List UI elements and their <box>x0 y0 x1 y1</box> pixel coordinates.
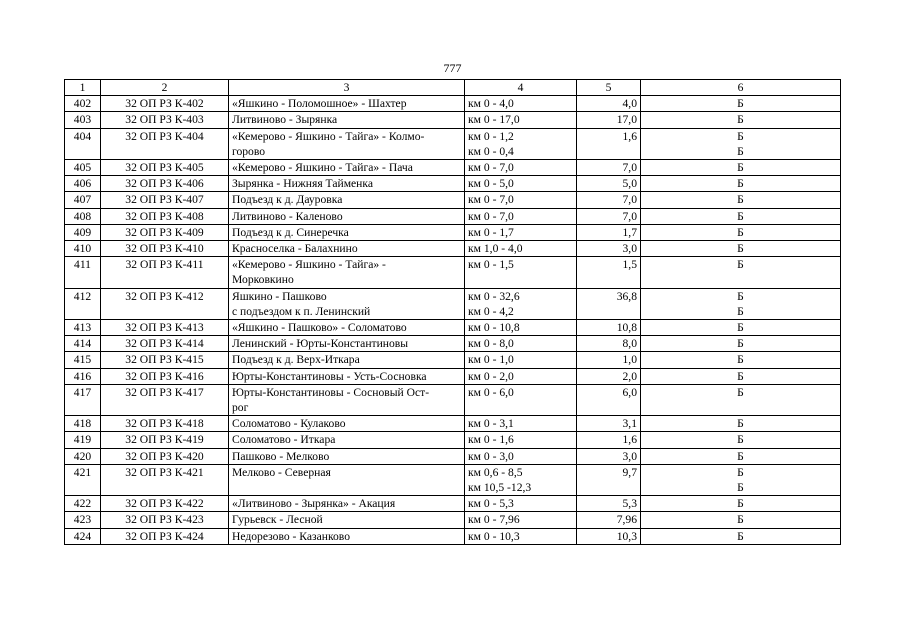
category-cell <box>641 128 841 159</box>
length-cell: 3,0 <box>577 241 641 257</box>
table-row <box>65 464 841 495</box>
road-name-line: с подъездом к п. Ленинский <box>232 304 371 318</box>
road-name-line: Морковкино <box>232 273 294 287</box>
road-name-cell <box>229 368 465 384</box>
road-name-cell <box>229 96 465 112</box>
row-number-cell: 411 <box>65 257 101 288</box>
row-number-cell: 421 <box>65 464 101 495</box>
category-line: Б <box>737 497 744 511</box>
length-cell: 10,8 <box>577 320 641 336</box>
table-row <box>65 288 841 319</box>
km-range-cell <box>465 128 577 159</box>
road-code-cell: 32 ОП РЗ К-412 <box>101 288 229 319</box>
road-code-cell: 32 ОП РЗ К-405 <box>101 160 229 176</box>
km-range-line: км 0 - 17,0 <box>468 113 520 127</box>
road-name-line: Подъезд к д. Дауровка <box>232 193 343 207</box>
category-cell <box>641 241 841 257</box>
road-code-cell: 32 ОП РЗ К-422 <box>101 496 229 512</box>
length-cell: 36,8 <box>577 288 641 319</box>
road-code-cell: 32 ОП РЗ К-410 <box>101 241 229 257</box>
road-name-line: Соломатово - Иткара <box>232 433 336 447</box>
km-range-line: км 0 - 0,4 <box>468 144 514 158</box>
category-line: Б <box>737 465 744 479</box>
row-number-cell: 410 <box>65 241 101 257</box>
road-code-cell: 32 ОП РЗ К-402 <box>101 96 229 112</box>
category-cell <box>641 384 841 415</box>
column-header: 6 <box>641 80 841 96</box>
table-row <box>65 352 841 368</box>
category-line: Б <box>737 225 744 239</box>
category-line: Б <box>737 209 744 223</box>
table-row <box>65 448 841 464</box>
row-number-cell: 419 <box>65 432 101 448</box>
km-range-cell <box>465 257 577 288</box>
road-code-cell: 32 ОП РЗ К-411 <box>101 257 229 288</box>
km-range-line: км 0 - 7,0 <box>468 193 514 207</box>
km-range-line: км 0 - 10,8 <box>468 321 520 335</box>
category-cell <box>641 496 841 512</box>
road-code-cell: 32 ОП РЗ К-404 <box>101 128 229 159</box>
km-range-line: км 0 - 1,2 <box>468 129 514 143</box>
roads-table <box>64 79 841 545</box>
row-number-cell: 418 <box>65 416 101 432</box>
km-range-cell <box>465 496 577 512</box>
road-name-cell <box>229 448 465 464</box>
km-range-line: км 1,0 - 4,0 <box>468 242 523 256</box>
length-cell: 1,6 <box>577 128 641 159</box>
road-name-line: «Яшкино - Поломошное» - Шахтер <box>232 97 407 111</box>
road-name-line: Пашково - Мелково <box>232 449 330 463</box>
road-name-cell <box>229 384 465 415</box>
category-cell <box>641 112 841 128</box>
km-range-cell <box>465 241 577 257</box>
table-row <box>65 176 841 192</box>
km-range-cell <box>465 352 577 368</box>
km-range-line: км 0 - 32,6 <box>468 289 520 303</box>
category-cell <box>641 176 841 192</box>
category-line: Б <box>737 242 744 256</box>
category-line: Б <box>737 289 744 303</box>
km-range-cell <box>465 432 577 448</box>
table-row <box>65 112 841 128</box>
category-cell <box>641 208 841 224</box>
road-code-cell: 32 ОП РЗ К-413 <box>101 320 229 336</box>
length-cell: 1,5 <box>577 257 641 288</box>
km-range-line: км 0,6 - 8,5 <box>468 465 523 479</box>
category-cell <box>641 368 841 384</box>
road-name-line: Литвиново - Зырянка <box>232 113 338 127</box>
road-name-line: «Кемерово - Яшкино - Тайга» - Пача <box>232 161 413 175</box>
category-line: Б <box>737 385 744 399</box>
category-line: Б <box>737 529 744 543</box>
table-row <box>65 432 841 448</box>
category-cell <box>641 96 841 112</box>
road-name-cell <box>229 512 465 528</box>
road-name-cell <box>229 416 465 432</box>
road-name-line: Подъезд к д. Синеречка <box>232 225 349 239</box>
row-number-cell: 404 <box>65 128 101 159</box>
category-line: Б <box>737 513 744 527</box>
table-row <box>65 528 841 544</box>
road-name-cell <box>229 496 465 512</box>
road-code-cell: 32 ОП РЗ К-418 <box>101 416 229 432</box>
category-cell <box>641 257 841 288</box>
row-number-cell: 424 <box>65 528 101 544</box>
road-name-cell <box>229 288 465 319</box>
table-row <box>65 257 841 288</box>
column-header: 2 <box>101 80 229 96</box>
road-code-cell: 32 ОП РЗ К-423 <box>101 512 229 528</box>
road-name-line: Литвиново - Каленово <box>232 209 343 223</box>
category-line: Б <box>737 113 744 127</box>
category-line: Б <box>737 258 744 272</box>
category-line: Б <box>737 193 744 207</box>
km-range-cell <box>465 416 577 432</box>
km-range-cell <box>465 368 577 384</box>
header-row <box>65 80 841 96</box>
category-line: Б <box>737 449 744 463</box>
road-name-line: Зырянка - Нижняя Тайменка <box>232 177 373 191</box>
category-cell <box>641 224 841 240</box>
length-cell: 8,0 <box>577 336 641 352</box>
category-cell <box>641 528 841 544</box>
category-cell <box>641 320 841 336</box>
category-line: Б <box>737 321 744 335</box>
km-range-cell <box>465 336 577 352</box>
km-range-cell <box>465 288 577 319</box>
row-number-cell: 406 <box>65 176 101 192</box>
category-line: Б <box>737 337 744 351</box>
road-code-cell: 32 ОП РЗ К-414 <box>101 336 229 352</box>
road-name-cell <box>229 160 465 176</box>
road-name-line: Гурьевск - Лесной <box>232 513 323 527</box>
table-row <box>65 208 841 224</box>
road-name-line: Юрты-Константиновы - Сосновый Ост- <box>232 385 430 399</box>
km-range-line: км 0 - 1,7 <box>468 225 514 239</box>
category-cell <box>641 352 841 368</box>
km-range-line: км 10,5 -12,3 <box>468 481 532 495</box>
km-range-line: км 0 - 4,2 <box>468 304 514 318</box>
table-row <box>65 512 841 528</box>
road-name-line: рог <box>232 401 249 415</box>
category-cell <box>641 416 841 432</box>
km-range-cell <box>465 192 577 208</box>
category-cell <box>641 448 841 464</box>
category-line: Б <box>737 129 744 143</box>
road-name-line: Подъезд к д. Верх-Иткара <box>232 353 360 367</box>
road-name-line: «Кемерово - Яшкино - Тайга» - <box>232 258 386 272</box>
length-cell: 9,7 <box>577 464 641 495</box>
length-cell: 1,6 <box>577 432 641 448</box>
km-range-cell <box>465 224 577 240</box>
road-code-cell: 32 ОП РЗ К-409 <box>101 224 229 240</box>
road-code-cell: 32 ОП РЗ К-419 <box>101 432 229 448</box>
km-range-cell <box>465 464 577 495</box>
road-code-cell: 32 ОП РЗ К-415 <box>101 352 229 368</box>
category-cell <box>641 160 841 176</box>
table-row <box>65 224 841 240</box>
length-cell: 5,0 <box>577 176 641 192</box>
category-line: Б <box>737 417 744 431</box>
road-name-line: Недорезово - Казанково <box>232 529 350 543</box>
table-row <box>65 192 841 208</box>
km-range-line: км 0 - 7,0 <box>468 161 514 175</box>
category-line: Б <box>737 97 744 111</box>
roads-table-body <box>65 96 841 545</box>
table-row <box>65 496 841 512</box>
category-cell <box>641 464 841 495</box>
km-range-cell <box>465 528 577 544</box>
road-name-cell <box>229 241 465 257</box>
km-range-line: км 0 - 3,0 <box>468 449 514 463</box>
category-line: Б <box>737 369 744 383</box>
km-range-line: км 0 - 1,6 <box>468 433 514 447</box>
length-cell: 6,0 <box>577 384 641 415</box>
road-name-cell <box>229 352 465 368</box>
km-range-cell <box>465 320 577 336</box>
km-range-line: км 0 - 7,0 <box>468 209 514 223</box>
length-cell: 1,7 <box>577 224 641 240</box>
road-code-cell: 32 ОП РЗ К-420 <box>101 448 229 464</box>
km-range-cell <box>465 112 577 128</box>
category-line: Б <box>737 177 744 191</box>
length-cell: 7,0 <box>577 208 641 224</box>
length-cell: 4,0 <box>577 96 641 112</box>
km-range-line: км 0 - 5,3 <box>468 497 514 511</box>
km-range-cell <box>465 512 577 528</box>
column-header: 5 <box>577 80 641 96</box>
category-cell <box>641 512 841 528</box>
road-code-cell: 32 ОП РЗ К-407 <box>101 192 229 208</box>
row-number-cell: 417 <box>65 384 101 415</box>
length-cell: 7,0 <box>577 192 641 208</box>
road-name-cell <box>229 464 465 495</box>
category-cell <box>641 432 841 448</box>
road-name-line: «Кемерово - Яшкино - Тайга» - Колмо- <box>232 129 425 143</box>
km-range-line: км 0 - 8,0 <box>468 337 514 351</box>
length-cell: 2,0 <box>577 368 641 384</box>
row-number-cell: 402 <box>65 96 101 112</box>
road-name-cell <box>229 257 465 288</box>
length-cell: 10,3 <box>577 528 641 544</box>
road-name-cell <box>229 432 465 448</box>
length-cell: 7,0 <box>577 160 641 176</box>
km-range-line: км 0 - 4,0 <box>468 97 514 111</box>
km-range-line: км 0 - 7,96 <box>468 513 520 527</box>
table-row <box>65 241 841 257</box>
row-number-cell: 409 <box>65 224 101 240</box>
road-name-cell <box>229 192 465 208</box>
road-name-line: Мелково - Северная <box>232 465 331 479</box>
road-name-cell <box>229 208 465 224</box>
km-range-line: км 0 - 1,5 <box>468 258 514 272</box>
km-range-cell <box>465 176 577 192</box>
km-range-line: км 0 - 2,0 <box>468 369 514 383</box>
road-name-cell <box>229 224 465 240</box>
km-range-line: км 0 - 5,0 <box>468 177 514 191</box>
road-code-cell: 32 ОП РЗ К-408 <box>101 208 229 224</box>
length-cell: 1,0 <box>577 352 641 368</box>
row-number-cell: 412 <box>65 288 101 319</box>
page-number: 777 <box>443 61 462 75</box>
road-name-cell <box>229 320 465 336</box>
table-row <box>65 336 841 352</box>
km-range-line: км 0 - 10,3 <box>468 529 520 543</box>
category-line: Б <box>737 161 744 175</box>
row-number-cell: 414 <box>65 336 101 352</box>
row-number-cell: 408 <box>65 208 101 224</box>
km-range-cell <box>465 96 577 112</box>
row-number-cell: 416 <box>65 368 101 384</box>
road-name-line: Красноселка - Балахнино <box>232 242 358 256</box>
table-row <box>65 160 841 176</box>
category-line: Б <box>737 481 744 495</box>
road-code-cell: 32 ОП РЗ К-417 <box>101 384 229 415</box>
road-code-cell: 32 ОП РЗ К-406 <box>101 176 229 192</box>
table-row <box>65 128 841 159</box>
km-range-line: км 0 - 1,0 <box>468 353 514 367</box>
km-range-cell <box>465 160 577 176</box>
length-cell: 3,0 <box>577 448 641 464</box>
category-cell <box>641 192 841 208</box>
category-line: Б <box>737 353 744 367</box>
row-number-cell: 413 <box>65 320 101 336</box>
road-name-line: «Литвиново - Зырянка» - Акация <box>232 497 396 511</box>
km-range-cell <box>465 384 577 415</box>
length-cell: 5,3 <box>577 496 641 512</box>
road-name-cell <box>229 176 465 192</box>
km-range-cell <box>465 208 577 224</box>
row-number-cell: 420 <box>65 448 101 464</box>
length-cell: 3,1 <box>577 416 641 432</box>
road-name-line: Юрты-Константиновы - Усть-Сосновка <box>232 369 427 383</box>
row-number-cell: 423 <box>65 512 101 528</box>
road-name-line: горово <box>232 144 266 158</box>
category-line: Б <box>737 144 744 158</box>
road-code-cell: 32 ОП РЗ К-421 <box>101 464 229 495</box>
road-name-cell <box>229 528 465 544</box>
row-number-cell: 403 <box>65 112 101 128</box>
length-cell: 17,0 <box>577 112 641 128</box>
road-name-line: Яшкино - Пашково <box>232 289 327 303</box>
road-name-line: Соломатово - Кулаково <box>232 417 346 431</box>
row-number-cell: 407 <box>65 192 101 208</box>
table-row <box>65 320 841 336</box>
road-code-cell: 32 ОП РЗ К-424 <box>101 528 229 544</box>
road-name-line: Ленинский - Юрты-Константиновы <box>232 337 409 351</box>
row-number-cell: 422 <box>65 496 101 512</box>
length-cell: 7,96 <box>577 512 641 528</box>
road-code-cell: 32 ОП РЗ К-416 <box>101 368 229 384</box>
km-range-line: км 0 - 6,0 <box>468 385 514 399</box>
km-range-cell <box>465 448 577 464</box>
road-code-cell: 32 ОП РЗ К-403 <box>101 112 229 128</box>
table-row <box>65 384 841 415</box>
row-number-cell: 405 <box>65 160 101 176</box>
category-line: Б <box>737 433 744 447</box>
road-name-cell <box>229 128 465 159</box>
km-range-line: км 0 - 3,1 <box>468 417 514 431</box>
road-name-line: «Яшкино - Пашково» - Соломатово <box>232 321 407 335</box>
column-header: 4 <box>465 80 577 96</box>
column-header: 3 <box>229 80 465 96</box>
table-row <box>65 368 841 384</box>
road-name-cell <box>229 336 465 352</box>
row-number-cell: 415 <box>65 352 101 368</box>
category-cell <box>641 288 841 319</box>
table-row <box>65 416 841 432</box>
road-name-cell <box>229 112 465 128</box>
category-cell <box>641 336 841 352</box>
table-row <box>65 96 841 112</box>
column-header: 1 <box>65 80 101 96</box>
category-line: Б <box>737 304 744 318</box>
